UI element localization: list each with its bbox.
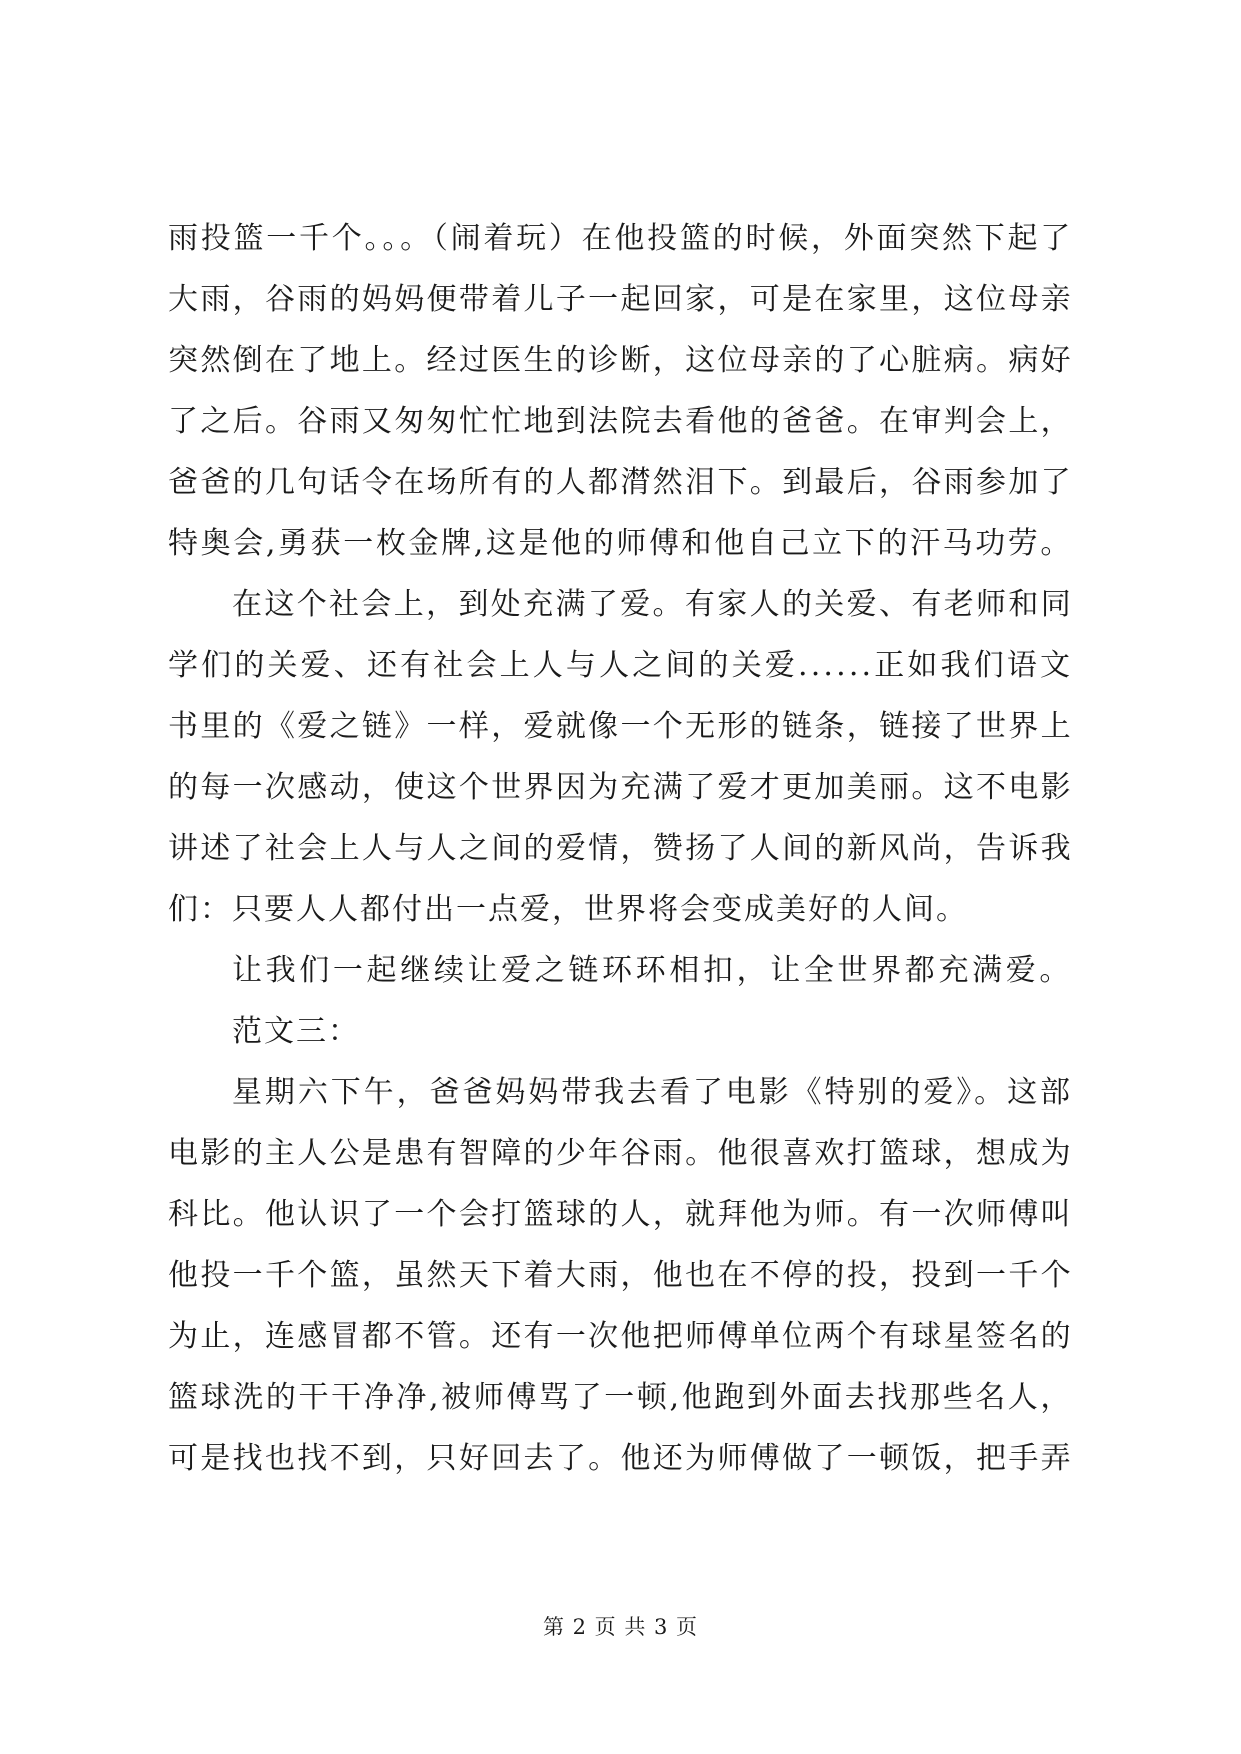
text-line: 电影的主人公是患有智障的少年谷雨。他很喜欢打篮球，想成为: [168, 1136, 1073, 1171]
text-line: 可是找也找不到，只好回去了。他还为师傅做了一顿饭，把手弄: [168, 1441, 1073, 1476]
text-line: 范文三：: [232, 1014, 360, 1049]
text-line: 雨投篮一千个。。。（闹着玩）在他投篮的时候，外面突然下起了: [168, 221, 1073, 256]
text-line: 篮球洗的干干净净,被师傅骂了一顿,他跑到外面去找那些名人，: [168, 1380, 1073, 1415]
text-line: 他投一千个篮，虽然天下着大雨，他也在不停的投，投到一千个: [168, 1258, 1073, 1293]
text-line: 在这个社会上，到处充满了爱。有家人的关爱、有老师和同: [232, 587, 1073, 622]
text-line: 特奥会,勇获一枚金牌,这是他的师傅和他自己立下的汗马功劳。: [168, 526, 1073, 561]
text-line: 们：只要人人都付出一点爱，世界将会变成美好的人间。: [168, 892, 968, 927]
text-line: 的每一次感动，使这个世界因为充满了爱才更加美丽。这不电影: [168, 770, 1073, 805]
document-body: [168, 208, 1073, 1489]
text-line: 星期六下午，爸爸妈妈带我去看了电影《特别的爱》。这部: [232, 1075, 1073, 1110]
text-line: 书里的《爱之链》一样，爱就像一个无形的链条，链接了世界上: [168, 709, 1073, 744]
text-line: 突然倒在了地上。经过医生的诊断，这位母亲的了心脏病。病好: [168, 343, 1073, 378]
text-line: 讲述了社会上人与人之间的爱情，赞扬了人间的新风尚，告诉我: [168, 831, 1073, 866]
text-line: 让我们一起继续让爱之链环环相扣，让全世界都充满爱。: [232, 953, 1073, 988]
text-line: 爸爸的几句话令在场所有的人都潸然泪下。到最后，谷雨参加了: [168, 465, 1073, 500]
text-line: 了之后。谷雨又匆匆忙忙地到法院去看他的爸爸。在审判会上，: [168, 404, 1073, 439]
text-line: 大雨，谷雨的妈妈便带着儿子一起回家，可是在家里，这位母亲: [168, 282, 1073, 317]
text-line: 科比。他认识了一个会打篮球的人，就拜他为师。有一次师傅叫: [168, 1197, 1073, 1232]
text-line: 为止，连感冒都不管。还有一次他把师傅单位两个有球星签名的: [168, 1319, 1073, 1354]
page-footer: 第 2 页 共 3 页: [542, 1615, 699, 1639]
text-line: 学们的关爱、还有社会上人与人之间的关爱......正如我们语文: [168, 648, 1073, 683]
